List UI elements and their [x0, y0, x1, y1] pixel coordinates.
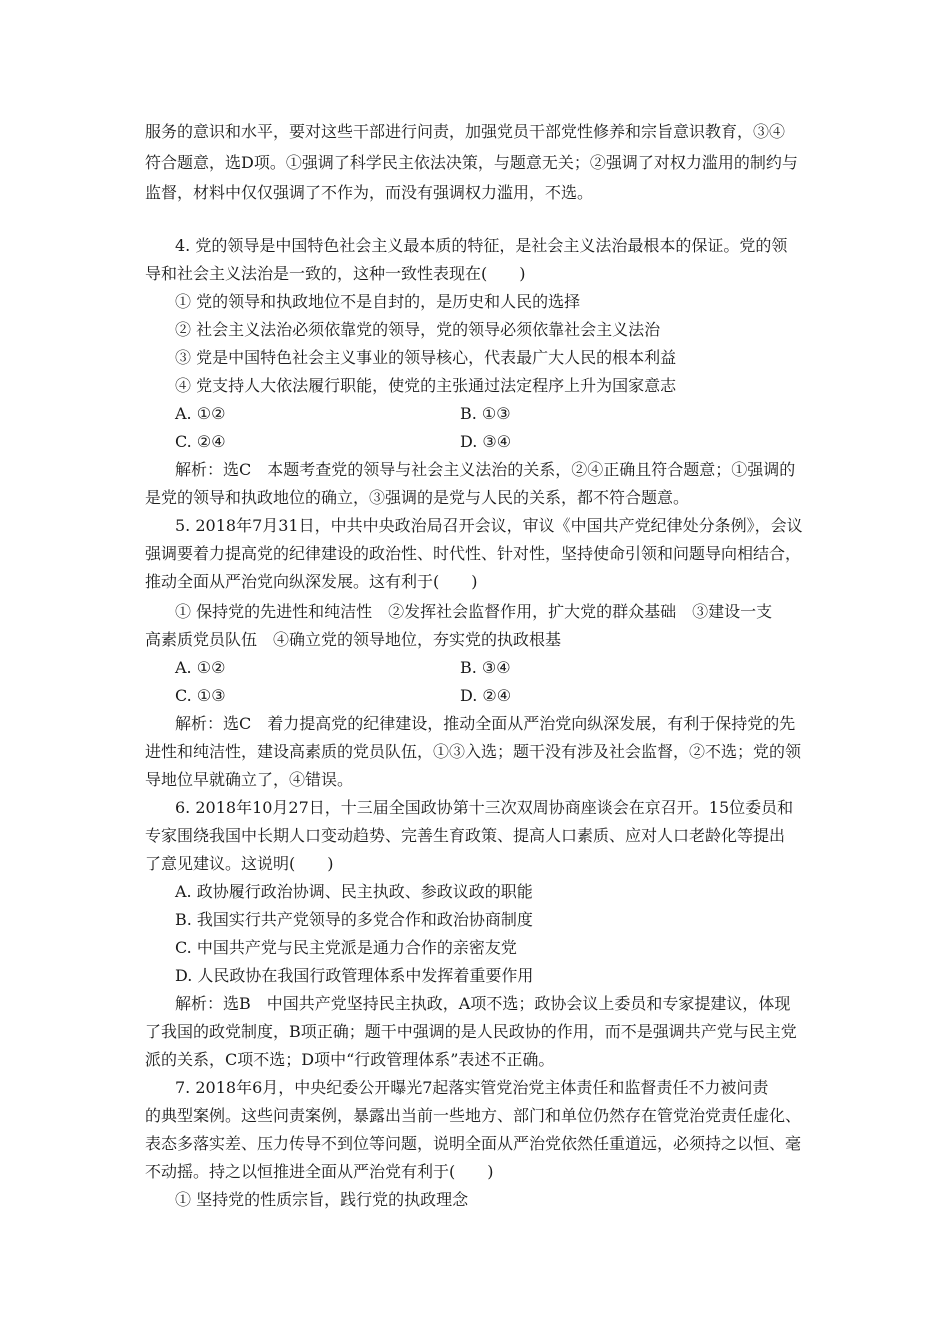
q6-stem: 6. 2018年10月27日，十三届全国政协第十三次双周协商座谈会在京召开。15位委员和 — [175, 798, 794, 817]
q6-option-c: C. 中国共产党与民主党派是通力合作的亲密友党 — [175, 938, 517, 957]
q5-analysis: 解析：选C 着力提高党的纪律建设，推动全面从严治党向纵深发展，有利于保持党的先 — [175, 714, 796, 733]
q7-stem: 的典型案例。这些问责案例，暴露出当前一些地方、部门和单位仍然存在管党治党责任虚化、 — [145, 1106, 802, 1125]
q4-item: ② 社会主义法治必须依靠党的领导，党的领导必须依靠社会主义法治 — [175, 320, 661, 339]
q4-item: ① 党的领导和执政地位不是自封的，是历史和人民的选择 — [175, 292, 581, 311]
q5-stem: 5. 2018年7月31日，中共中央政治局召开会议，审议《中国共产党纪律处分条例》，会议 — [175, 516, 803, 535]
q6-option-d: D. 人民政协在我国行政管理体系中发挥着重要作用 — [175, 966, 534, 985]
q6-option-b: B. 我国实行共产党领导的多党合作和政治协商制度 — [175, 910, 533, 929]
q4-item: ③ 党是中国特色社会主义事业的领导核心，代表最广大人民的根本利益 — [175, 348, 677, 367]
q6-stem: 专家围绕我国中长期人口变动趋势、完善生育政策、提高人口素质、应对人口老龄化等提出 — [145, 826, 786, 845]
q6-stem: 了意见建议。这说明( ) — [145, 854, 334, 873]
q6-analysis: 了我国的政党制度，B项正确；题干中强调的是人民政协的作用，而不是强调共产党与民主党 — [145, 1022, 797, 1041]
q5-option-d: D. ②④ — [460, 686, 512, 705]
q6-analysis: 派的关系，C项不选；D项中“行政管理体系”表述不正确。 — [145, 1050, 555, 1069]
q5-item: ① 保持党的先进性和纯洁性 ②发挥社会监督作用，扩大党的群众基础 ③建设一支 — [175, 602, 773, 621]
q7-stem: 不动摇。持之以恒推进全面从严治党有利于( ) — [145, 1162, 494, 1181]
q6-analysis: 解析：选B 中国共产党坚持民主执政，A项不选；政协会议上委员和专家提建议，体现 — [175, 994, 791, 1013]
q5-item: 高素质党员队伍 ④确立党的领导地位，夯实党的执政根基 — [145, 630, 562, 649]
q4-option-c: C. ②④ — [175, 432, 226, 451]
q5-analysis: 导地位早就确立了，④错误。 — [145, 770, 354, 789]
q7-stem: 7. 2018年6月，中央纪委公开曝光7起落实管党治党主体责任和监督责任不力被问责 — [175, 1078, 769, 1097]
q4-item: ④ 党支持人大依法履行职能，使党的主张通过法定程序上升为国家意志 — [175, 376, 677, 395]
q4-stem: 4. 党的领导是中国特色社会主义最本质的特征，是社会主义法治最根本的保证。党的领 — [175, 236, 788, 255]
q5-stem: 强调要着力提高党的纪律建设的政治性、时代性、针对性，坚持使命引领和问题导向相结合， — [145, 544, 802, 563]
intro-line: 监督，材料中仅仅强调了不作为，而没有强调权力滥用，不选。 — [145, 183, 594, 202]
q7-item: ① 坚持党的性质宗旨，践行党的执政理念 — [175, 1190, 469, 1209]
q5-stem: 推动全面从严治党向纵深发展。这有利于( ) — [145, 572, 478, 591]
q5-option-c: C. ①③ — [175, 686, 226, 705]
q4-analysis: 是党的领导和执政地位的确立，③强调的是党与人民的关系，都不符合题意。 — [145, 488, 690, 507]
q4-option-b: B. ①③ — [460, 404, 511, 423]
q4-stem: 导和社会主义法治是一致的，这种一致性表现在( ) — [145, 264, 526, 283]
q4-option-d: D. ③④ — [460, 432, 512, 451]
q5-option-a: A. ①② — [175, 658, 226, 677]
q7-stem: 表态多落实差、压力传导不到位等问题，说明全面从严治党依然任重道远，必须持之以恒、毫 — [145, 1134, 802, 1153]
q4-option-a: A. ①② — [175, 404, 226, 423]
q6-option-a: A. 政协履行政治协调、民主执政、参政议政的职能 — [175, 882, 533, 901]
intro-line: 服务的意识和水平，要对这些干部进行问责，加强党员干部党性修养和宗旨意识教育，③④ — [145, 122, 786, 141]
q4-analysis: 解析：选C 本题考查党的领导与社会主义法治的关系，②④正确且符合题意；①强调的 — [175, 460, 796, 479]
intro-line: 符合题意，选D项。①强调了科学民主依法决策，与题意无关；②强调了对权力滥用的制约与 — [145, 153, 798, 172]
q5-option-b: B. ③④ — [460, 658, 511, 677]
q5-analysis: 进性和纯洁性，建设高素质的党员队伍，①③入选；题干没有涉及社会监督，②不选；党的领 — [145, 742, 802, 761]
